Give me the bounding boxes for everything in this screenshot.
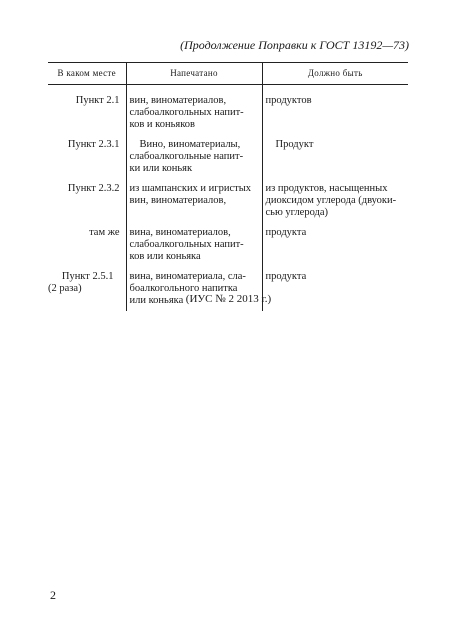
printed-text-line: из шампанских и игристых bbox=[129, 183, 252, 194]
should-be-text-line: продуктов bbox=[265, 95, 312, 106]
printed-text-line: вина, виноматериала, сла- bbox=[129, 271, 246, 282]
printed-text-line: слабоалкогольных напит- bbox=[129, 239, 244, 250]
column-header-place: В каком месте bbox=[48, 63, 126, 85]
should-be-text-line: диоксидом углерода (двуоки- bbox=[265, 195, 397, 206]
should-be-cell bbox=[262, 227, 408, 271]
place-cell bbox=[48, 227, 126, 271]
column-header-should-be: Должно быть bbox=[262, 63, 408, 85]
continuation-note: (Продолжение Поправки к ГОСТ 13192—73) bbox=[180, 38, 409, 52]
printed-text-line: боалкогольного напитка bbox=[129, 283, 238, 294]
issue-reference: (ИУС № 2 2013 г.) bbox=[185, 293, 272, 305]
should-be-cell bbox=[262, 183, 408, 227]
place-text: Пункт 2.1 bbox=[75, 95, 120, 106]
place-text: Пункт 2.3.1 bbox=[67, 139, 120, 150]
place-text: там же bbox=[89, 227, 120, 238]
printed-cell bbox=[126, 183, 262, 227]
place-cell bbox=[48, 271, 126, 311]
printed-text-line: Вино, виноматериалы, bbox=[139, 139, 241, 150]
table-row bbox=[48, 271, 408, 311]
printed-text-line: вин, виноматериалов, bbox=[129, 195, 227, 206]
place-text: (2 раза) bbox=[48, 283, 82, 294]
table-row bbox=[48, 139, 408, 183]
should-be-text-line: Продукт bbox=[275, 139, 314, 150]
place-text: Пункт 2.3.2 bbox=[67, 183, 120, 194]
corrections-table bbox=[48, 62, 408, 311]
printed-cell bbox=[126, 227, 262, 271]
printed-text-line: или коньяка bbox=[129, 295, 184, 306]
table-header-row bbox=[48, 63, 408, 85]
table-row bbox=[48, 183, 408, 227]
place-text: Пункт 2.5.1 bbox=[61, 271, 114, 282]
place-cell bbox=[48, 139, 126, 183]
table-row bbox=[48, 85, 408, 140]
column-header-printed: Напечатано bbox=[126, 63, 262, 85]
place-cell bbox=[48, 183, 126, 227]
printed-text-line: вин, виноматериалов, bbox=[129, 95, 227, 106]
printed-cell bbox=[126, 85, 262, 140]
should-be-cell bbox=[262, 85, 408, 140]
printed-cell bbox=[126, 139, 262, 183]
should-be-cell bbox=[262, 139, 408, 183]
printed-text-line: слабоалкогольных напит- bbox=[129, 107, 244, 118]
printed-text-line: вина, виноматериалов, bbox=[129, 227, 231, 238]
table-row bbox=[48, 227, 408, 271]
printed-text-line: ков или коньяка bbox=[129, 251, 201, 262]
should-be-text-line: из продуктов, насыщенных bbox=[265, 183, 388, 194]
should-be-text-line: продукта bbox=[265, 271, 307, 282]
printed-text-line: ков и коньяков bbox=[129, 119, 195, 130]
page-number: 2 bbox=[50, 588, 56, 602]
should-be-text-line: продукта bbox=[265, 227, 307, 238]
printed-cell bbox=[126, 271, 262, 311]
should-be-text-line: сью углерода) bbox=[265, 207, 329, 218]
printed-text-line: ки или коньяк bbox=[129, 163, 193, 174]
printed-text-line: слабоалкогольные напит- bbox=[129, 151, 244, 162]
place-cell bbox=[48, 85, 126, 140]
should-be-cell bbox=[262, 271, 408, 311]
